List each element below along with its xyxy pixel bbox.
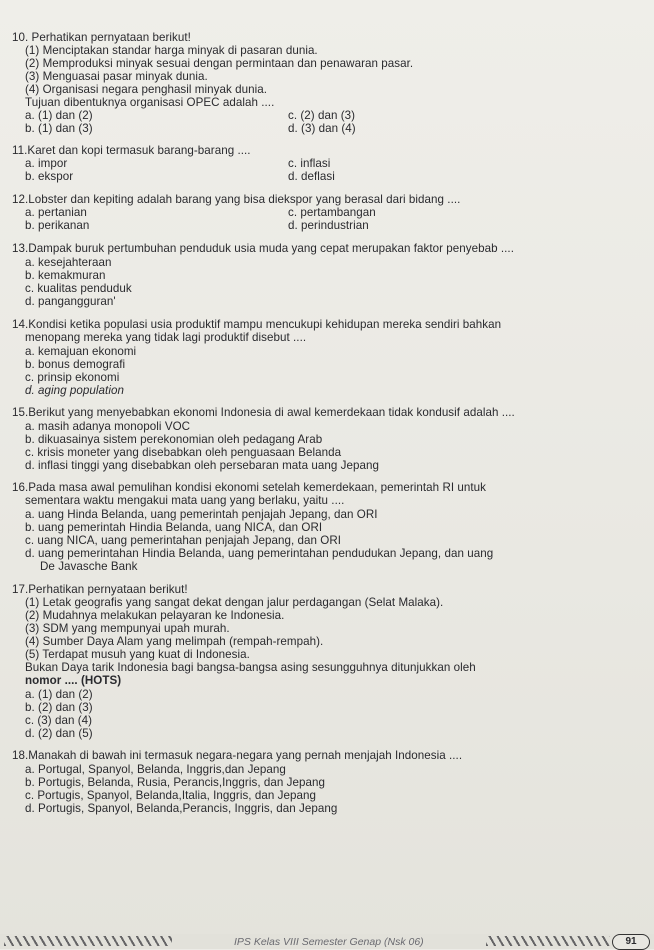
q17-prompt-line-1: Bukan Daya tarik Indonesia bagi bangsa-bangsa asing sesungguhnya ditunjukkan oleh (25, 661, 476, 674)
q16-stem-line-1: 16.Pada masa awal pemulihan kondisi ekonomi setelah kemerdekaan, pemerintah RI untuk (12, 481, 487, 494)
q10-statement-1: (1) Menciptakan standar harga minyak di pasaran dunia. (25, 44, 318, 57)
q15-option-b: b. dikuasainya sistem perekonomian oleh pedagang Arab (25, 433, 323, 446)
q11-option-c: c. inflasi (288, 157, 331, 170)
q11-stem: 11.Karet dan kopi termasuk barang-barang .... (12, 144, 251, 157)
q11-option-b: b. ekspor (25, 170, 74, 183)
q17-statement-2: (2) Mudahnya melakukan pelayaran ke Indonesia. (25, 609, 285, 622)
q10-option-d: d. (3) dan (4) (288, 122, 356, 135)
q10-statement-2: (2) Memproduksi minyak sesuai dengan permintaan dan penawaran pasar. (25, 57, 414, 70)
q18-option-b: b. Portugis, Belanda, Rusia, Perancis,Inggris, dan Jepang (25, 776, 325, 789)
q10-option-c: c. (2) dan (3) (288, 109, 356, 122)
q13-option-c: c. kualitas penduduk (25, 282, 132, 295)
q12-option-d: d. perindustrian (288, 219, 369, 232)
q18-option-d: d. Portugis, Spanyol, Belanda,Perancis, Inggris, dan Jepang (25, 802, 338, 815)
q10-statement-4: (4) Organisasi negara penghasil minyak dunia. (25, 83, 267, 96)
page-number: 91 (612, 934, 650, 950)
q18-option-c: c. Portugis, Spanyol, Belanda,Italia, Inggris, dan Jepang (25, 789, 316, 802)
q11-option-d: d. deflasi (288, 170, 335, 183)
q14-option-c: c. prinsip ekonomi (25, 371, 120, 384)
q14-option-b: b. bonus demografi (25, 358, 126, 371)
q13-option-a: a. kesejahteraan (25, 256, 112, 269)
q10-statement-3: (3) Menguasai pasar minyak dunia. (25, 70, 208, 83)
q14-option-a: a. kemajuan ekonomi (25, 345, 137, 358)
q17-statement-4: (4) Sumber Daya Alam yang melimpah (rempah-rempah). (25, 635, 324, 648)
q17-option-a: a. (1) dan (2) (25, 688, 93, 701)
q17-option-b: b. (2) dan (3) (25, 701, 93, 714)
q10-prompt: Tujuan dibentuknya organisasi OPEC adalah .... (25, 96, 275, 109)
q15-option-d: d. inflasi tinggi yang disebabkan oleh persebaran mata uang Jepang (25, 459, 379, 472)
q11-option-a: a. impor (25, 157, 68, 170)
q17-statement-5: (5) Terdapat musuh yang kuat di Indonesia. (25, 648, 250, 661)
q15-option-a: a. masih adanya monopoli VOC (25, 420, 191, 433)
q16-option-b: b. uang pemerintah Hindia Belanda, uang NICA, dan ORI (25, 521, 323, 534)
q17-option-c: c. (3) dan (4) (25, 714, 93, 727)
q10-stem: 10. Perhatikan pernyataan berikut! (12, 31, 191, 44)
q17-statement-3: (3) SDM yang mempunyai upah murah. (25, 622, 230, 635)
q16-option-a: a. uang Hinda Belanda, uang pemerintah penjajah Jepang, dan ORI (25, 508, 378, 521)
q12-stem: 12.Lobster dan kepiting adalah barang yang bisa diekspor yang berasal dari bidang .... (12, 193, 461, 206)
q16-option-d: d. uang pemerintahan Hindia Belanda, uang pemerintahan pendudukan Jepang, dan uang (25, 547, 494, 560)
q13-stem: 13.Dampak buruk pertumbuhan penduduk usia muda yang cepat merupakan faktor penyebab .... (12, 242, 514, 255)
q18-option-a: a. Portugal, Spanyol, Belanda, Inggris,dan Jepang (25, 763, 286, 776)
q12-option-c: c. pertambangan (288, 206, 376, 219)
q17-statement-1: (1) Letak geografis yang sangat dekat dengan jalur perdagangan (Selat Malaka). (25, 596, 444, 609)
footer-title: IPS Kelas VIII Semester Genap (Nsk 06) (234, 936, 424, 948)
q13-option-d: d. pangangguran' (25, 295, 116, 308)
q10-option-b: b. (1) dan (3) (25, 122, 93, 135)
q14-stem-line-1: 14.Kondisi ketika populasi usia produktif mampu mencukupi kehidupan mereka sendiri bahkan (12, 318, 502, 331)
q17-prompt-line-2: nomor .... (HOTS) (25, 674, 122, 687)
q10-option-a: a. (1) dan (2) (25, 109, 93, 122)
q15-option-c: c. krisis moneter yang disebabkan oleh penguasaan Belanda (25, 446, 342, 459)
q14-option-d: d. aging population (25, 384, 124, 397)
q15-stem: 15.Berikut yang menyebabkan ekonomi Indonesia di awal kemerdekaan tidak kondusif adalah .... (12, 406, 515, 419)
q16-option-d-cont: De Javasche Bank (40, 560, 138, 573)
q18-stem: 18.Manakah di bawah ini termasuk negara-negara yang pernah menjajah Indonesia .... (12, 749, 463, 762)
q13-option-b: b. kemakmuran (25, 269, 106, 282)
q16-option-c: c. uang NICA, uang pemerintahan penjajah Jepang, dan ORI (25, 534, 342, 547)
footer-zigzag-left (4, 936, 172, 946)
q12-option-a: a. pertanian (25, 206, 87, 219)
q16-stem-line-2: sementara waktu mengakui mata uang yang berlaku, yaitu .... (25, 494, 345, 507)
q17-option-d: d. (2) dan (5) (25, 727, 93, 740)
q12-option-b: b. perikanan (25, 219, 90, 232)
q17-stem: 17.Perhatikan pernyataan berikut! (12, 583, 188, 596)
q14-stem-line-2: menopang mereka yang tidak lagi produktif disebut .... (25, 331, 307, 344)
footer-zigzag-right (486, 936, 610, 946)
